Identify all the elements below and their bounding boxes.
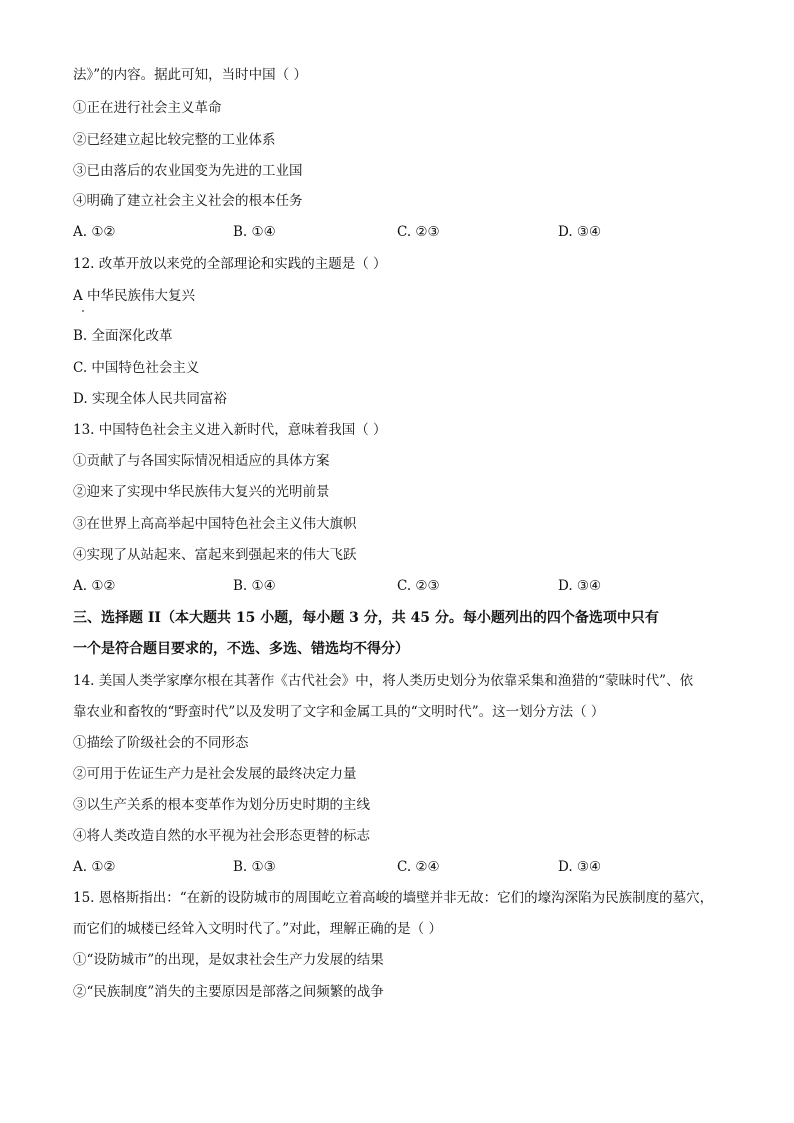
q11-item-1: ①正在进行社会主义革命 <box>73 100 222 116</box>
q15-item-2: ②“民族制度”消失的主要原因是部落之间频繁的战争 <box>73 984 384 1000</box>
section-3-heading: 三、选择题 II（本大题共 15 小题，每小题 3 分，共 45 分。每小题列出的四个备选项中只有 <box>73 610 659 626</box>
stray-dot <box>82 310 84 312</box>
q11-option-c: C. ②③ <box>397 224 440 240</box>
q13-option-c: C. ②③ <box>397 578 440 594</box>
q14-option-c: C. ②④ <box>397 859 440 875</box>
q13-options <box>73 577 673 595</box>
q14-option-d: D. ③④ <box>558 859 602 875</box>
q13-option-a: A. ①② <box>73 578 116 594</box>
section-3-heading-cont: 一个是符合题目要求的，不选、多选、错选均不得分） <box>73 641 409 657</box>
q14-item-3: ③以生产关系的根本变革作为划分历史时期的主线 <box>73 797 370 813</box>
q11-option-b: B. ①④ <box>233 224 276 240</box>
q14-stem-2: 靠农业和畜牧的“野蛮时代”以及发明了文字和金属工具的“文明时代”。这一划分方法（ ） <box>73 704 605 720</box>
q14-option-a: A. ①② <box>73 859 116 875</box>
q12-option-b: B. 全面深化改革 <box>73 328 173 344</box>
q13-option-d: D. ③④ <box>558 578 602 594</box>
q13-item-4: ④实现了从站起来、富起来到强起来的伟大飞跃 <box>73 547 357 563</box>
q14-option-b: B. ①③ <box>233 859 276 875</box>
q14-item-4: ④将人类改造自然的水平视为社会形态更替的标志 <box>73 828 370 844</box>
q15-item-1: ①“设防城市”的出现，是奴隶社会生产力发展的结果 <box>73 952 384 968</box>
q11-options <box>73 223 673 241</box>
q13-stem: 13. 中国特色社会主义进入新时代，意味着我国（ ） <box>73 422 387 438</box>
q12-option-d: D. 实现全体人民共同富裕 <box>73 391 227 407</box>
q11-option-a: A. ①② <box>73 224 116 240</box>
q11-option-d: D. ③④ <box>558 224 602 240</box>
q15-stem-2: 而它们的城楼已经耸入文明时代了。”对此，理解正确的是（ ） <box>73 921 442 937</box>
q12-option-c: C. 中国特色社会主义 <box>73 360 200 376</box>
q14-stem-1: 14. 美国人类学家摩尔根在其著作《古代社会》中，将人类历史划分为依靠采集和渔猎的“蒙昧时代”、依 <box>73 673 694 689</box>
q12-stem: 12. 改革开放以来党的全部理论和实践的主题是（ ） <box>73 256 387 272</box>
q11-stem-end: 法》”的内容。据此可知，当时中国（ ） <box>73 67 307 83</box>
q13-item-3: ③在世界上高高举起中国特色社会主义伟大旗帜 <box>73 516 357 532</box>
q14-item-2: ②可用于佐证生产力是社会发展的最终决定力量 <box>73 766 357 782</box>
q13-item-1: ①贡献了与各国实际情况相适应的具体方案 <box>73 453 330 469</box>
q14-item-1: ①描绘了阶级社会的不同形态 <box>73 735 249 751</box>
q14-options <box>73 858 673 876</box>
q11-item-2: ②已经建立起比较完整的工业体系 <box>73 132 276 148</box>
q15-stem-1: 15. 恩格斯指出：“在新的设防城市的周围屹立着高峻的墙壁并非无故：它们的壕沟深陷为民族制度的墓穴， <box>73 890 714 906</box>
q13-item-2: ②迎来了实现中华民族伟大复兴的光明前景 <box>73 484 330 500</box>
q11-item-4: ④明确了建立社会主义社会的根本任务 <box>73 193 303 209</box>
q12-option-a: A 中华民族伟大复兴 <box>73 288 196 304</box>
q13-option-b: B. ①④ <box>233 578 276 594</box>
q11-item-3: ③已由落后的农业国变为先进的工业国 <box>73 163 303 179</box>
